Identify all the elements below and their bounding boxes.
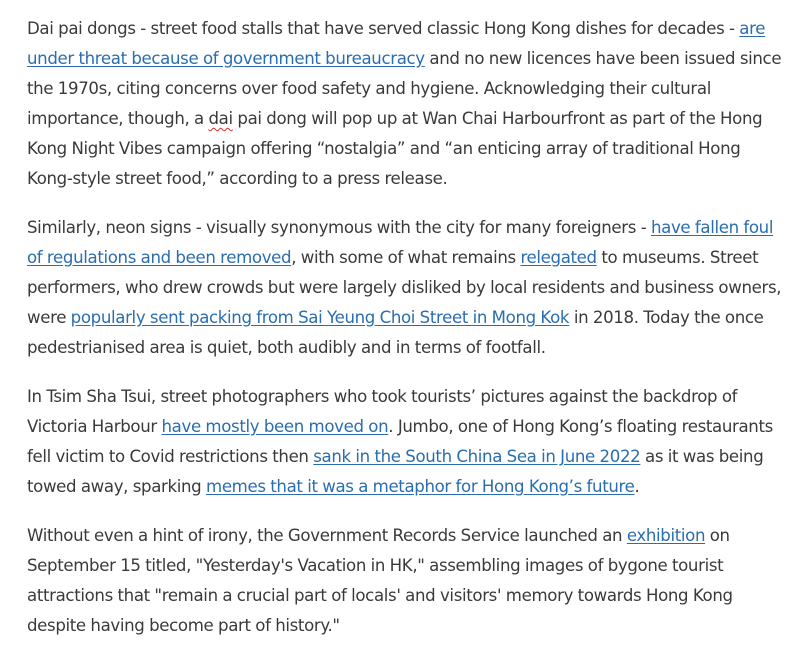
- text: as it was being towed away, sparking: [27, 447, 764, 496]
- text: Without even a hint of irony, the Government Records Service launched an: [27, 526, 627, 545]
- link-under-threat[interactable]: are under threat because of government bureaucracy: [27, 19, 766, 68]
- text: In Tsim Sha Tsui, street photographers who took tourists’ pictures against the backdrop of Victoria Harbour: [27, 387, 738, 436]
- paragraph-neon-signs: [27, 213, 787, 363]
- text: Similarly, neon signs - visually synonymous with the city for many foreigners -: [27, 218, 651, 237]
- link-moved-on[interactable]: have mostly been moved on: [161, 417, 389, 436]
- link-memes-metaphor[interactable]: memes that it was a metaphor for Hong Kong’s future: [206, 477, 635, 496]
- link-sent-packing[interactable]: popularly sent packing from Sai Yeung Choi Street in Mong Kok: [70, 308, 570, 327]
- text: in 2018. Today the once pedestrianised area is quiet, both audibly and in terms of footfall.: [27, 308, 764, 357]
- text: pai dong will pop up at Wan Chai Harbourfront as part of the Hong Kong Night Vibes campaign offering “nostalgia” and “an enticing array of traditional Hong Kong-style street food,” according to a press release.: [27, 109, 763, 188]
- link-exhibition[interactable]: exhibition: [626, 526, 706, 545]
- link-sank-south-china-sea[interactable]: sank in the South China Sea in June 2022: [313, 447, 641, 466]
- text: and no new licences have been issued since the 1970s, citing concerns over food safety and hygiene. Acknowledging their cultural importance, though, a: [27, 49, 782, 128]
- paragraph-tsim-sha-tsui: [27, 382, 787, 502]
- text: Dai pai dongs - street food stalls that have served classic Hong Kong dishes for decades -: [27, 19, 740, 38]
- text: .: [634, 477, 640, 496]
- link-relegated[interactable]: relegated: [520, 248, 597, 267]
- text: . Jumbo, one of Hong Kong’s floating restaurants fell victim to Covid restrictions then: [27, 417, 773, 466]
- text: on September 15 titled, "Yesterday's Vacation in HK," assembling images of bygone tourist attractions that "remain a crucial part of locals' and visitors' memory towards Hong Kong despite having become part of history.": [27, 526, 733, 635]
- paragraph-dai-pai-dongs: [27, 14, 787, 194]
- paragraph-records-service: [27, 521, 787, 641]
- text: to museums. Street performers, who drew crowds but were largely disliked by local residents and business owners, were: [27, 248, 782, 327]
- article-body: [27, 14, 787, 660]
- text: , with some of what remains: [291, 248, 521, 267]
- spellcheck-flagged-word[interactable]: dai: [208, 109, 233, 128]
- link-fallen-foul[interactable]: have fallen foul of regulations and been removed: [27, 218, 774, 267]
